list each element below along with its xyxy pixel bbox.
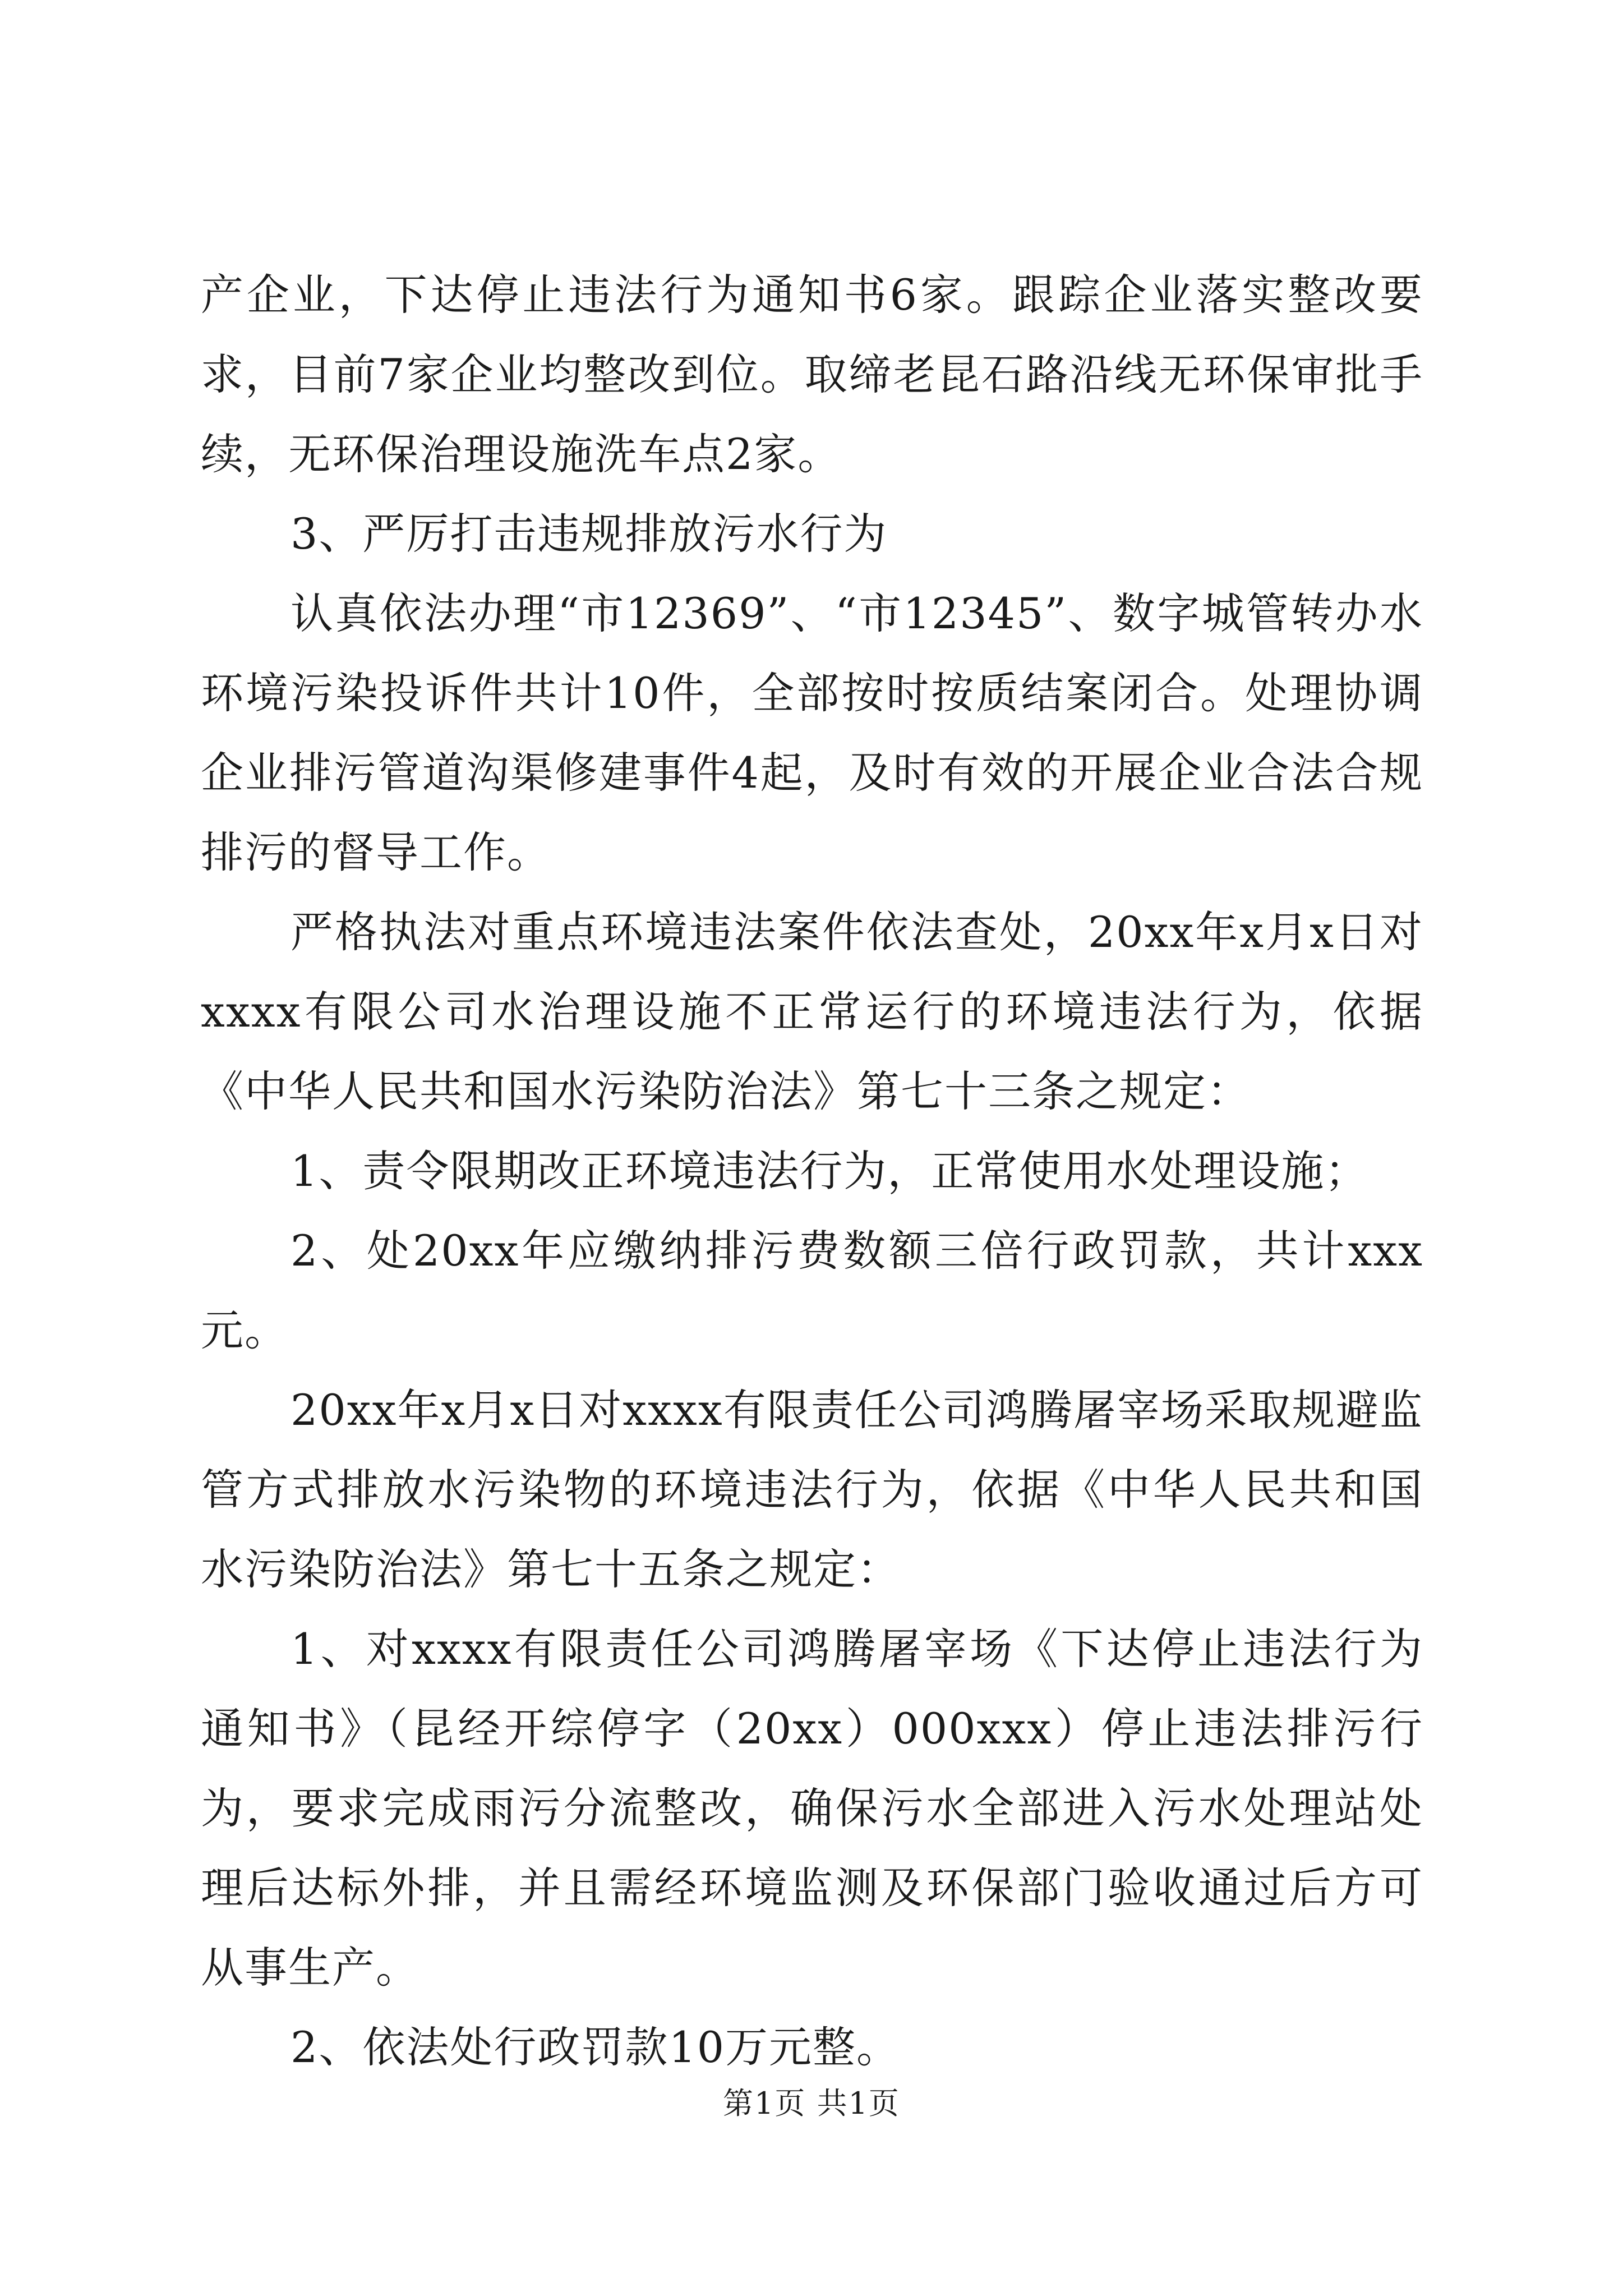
paragraph-2-heading: 3、严厉打击违规排放污水行为 [291, 509, 888, 559]
paragraph-8: 1、对xxxx有限责任公司鸿腾屠宰场《下达停止违法行为通知书》（昆经开综停字（20xx）000xxx）停止违法排污行为，要求完成雨污分流整改，确保污水全部进入污水处理站处理后达标外排，并且需经环境监测及环保部门验收通过后方可从事生产。 [201, 1624, 1423, 1993]
paragraph-9: 2、依法处行政罚款10万元整。 [291, 2022, 901, 2072]
document-body [201, 255, 1423, 2087]
paragraph-1: 产企业，下达停止违法行为通知书6家。跟踪企业落实整改要求，目前7家企业均整改到位。取缔老昆石路沿线无环保审批手续，无环保治理设施洗车点2家。 [201, 270, 1423, 479]
paragraph-3: 认真依法办理“市12369”、“市12345”、数字城管转办水环境污染投诉件共计10件，全部按时按质结案闭合。处理协调企业排污管道沟渠修建事件4起，及时有效的开展企业合法合规排污的督导工作。 [201, 588, 1423, 877]
paragraph-5: 1、责令限期改正环境违法行为，正常使用水处理设施； [291, 1146, 1369, 1196]
paragraph-7: 20xx年x月x日对xxxx有限责任公司鸿腾屠宰场采取规避监管方式排放水污染物的环境违法行为，依据《中华人民共和国水污染防治法》第七十五条之规定： [201, 1385, 1423, 1594]
paragraph-4: 严格执法对重点环境违法案件依法查处，20xx年x月x日对xxxx有限公司水治理设施不正常运行的环境违法行为，依据《中华人民共和国水污染防治法》第七十三条之规定： [201, 907, 1423, 1116]
paragraph-6: 2、处20xx年应缴纳排污费数额三倍行政罚款，共计xxx元。 [201, 1226, 1423, 1355]
page-footer: 第1页 共1页 [723, 2086, 900, 2121]
